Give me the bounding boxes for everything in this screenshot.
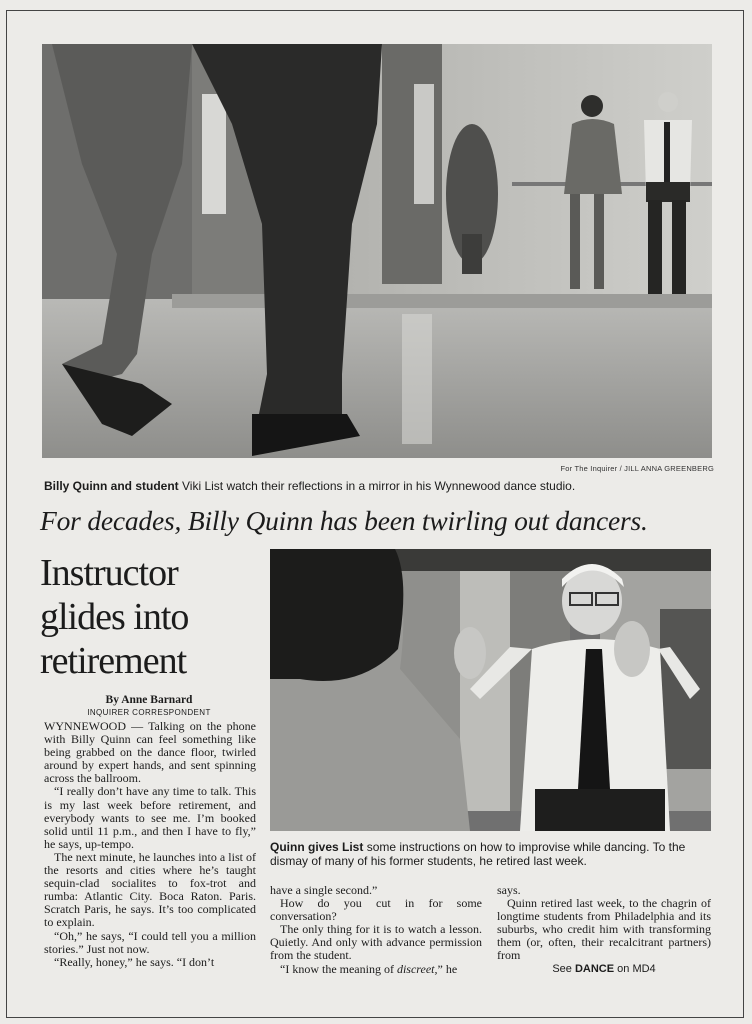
quote-text: “I know the meaning of (280, 961, 397, 976)
caption-1-lead: Billy Quinn and student (44, 479, 179, 493)
paragraph: WYNNEWOOD — Talking on the phone with Billy Quinn can feel something like being grabbed on the dance floor, twirled around by expert hands, and sent spinning across the ballroom. (44, 719, 256, 786)
paragraph: Quinn retired last week, to the chagrin of longtime students from Philadelphia and its suburbs, who credit him with transforming them (or, often, their recalcitrant partners) from (497, 896, 711, 963)
paragraph: How do you cut in for some conversation? (270, 896, 482, 924)
emphasis: discreet, (396, 961, 438, 976)
caption-2-text: some instructions on how to improvise while dancing. To the dismay of many of his former students, he retired last week. (270, 840, 686, 868)
headline (40, 551, 260, 683)
paragraph: have a single second.” (270, 883, 378, 897)
dance-studio-photo (42, 44, 712, 458)
photo-credit: For The Inquirer / JILL ANNA GREENBERG (560, 464, 714, 473)
paragraph (270, 963, 482, 976)
jump-section: DANCE (574, 962, 615, 975)
headline-line-2: glides into (40, 596, 189, 638)
instructor-photo (270, 549, 711, 831)
paragraph: “Really, honey,” he says. “I don’t (54, 954, 215, 969)
jump-line (497, 963, 711, 976)
article-column-3 (497, 884, 711, 976)
jump-pre: See (552, 962, 575, 975)
paragraph: says. (497, 883, 521, 897)
caption-2-lead: Quinn gives List (270, 840, 364, 854)
jump-post: on MD4 (614, 962, 656, 975)
caption-1-text: Viki List watch their reflections in a mirror in his Wynnewood dance studio. (178, 479, 576, 493)
paragraph: The only thing for it is to watch a lesson. Quietly. And only with advance permission from the student. (270, 922, 482, 963)
paragraph: “I really don’t have any time to talk. This is my last week before retirement, and everybody wants to see me. I’m booked solid until 11 p.m., and then I have to fly,” he says, up-tempo. (44, 784, 256, 851)
byline-role: INQUIRER CORRESPONDENT (87, 708, 211, 717)
paragraph: “Oh,” he says, “I could tell you a million stories.” Just not now. (44, 928, 256, 956)
photo-caption-2 (270, 840, 720, 868)
paragraph: The next minute, he launches into a list of the resorts and cities where he’s taught sequin-clad socialites to fox-trot and rumba: Atlantic City. Boca Raton. Paris. Scratch Paris, he says. It’s too complicated to explain. (44, 849, 256, 930)
deck-headline: For decades, Billy Quinn has been twirling out dancers. (40, 505, 648, 536)
article-column-2 (270, 884, 482, 976)
photo-caption-1 (44, 479, 724, 493)
byline: By Anne Barnard (105, 694, 193, 706)
quote-text-end: ” he (437, 961, 458, 976)
headline-line-1: Instructor (40, 552, 178, 594)
article-column-1 (44, 720, 256, 969)
headline-line-3: retirement (40, 640, 187, 682)
